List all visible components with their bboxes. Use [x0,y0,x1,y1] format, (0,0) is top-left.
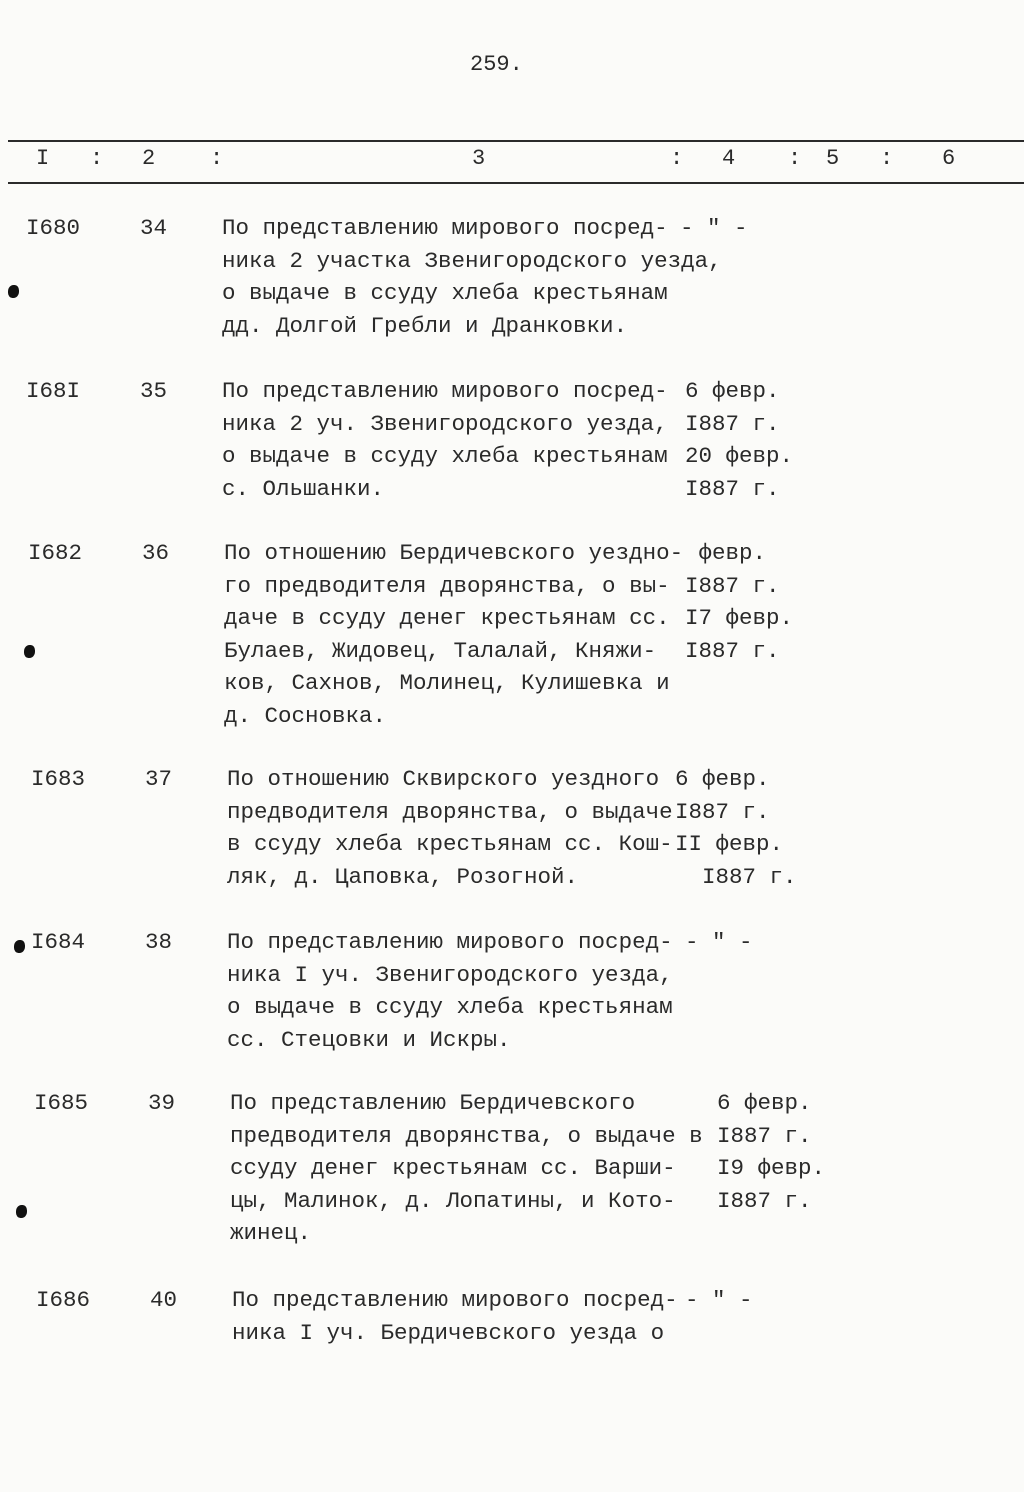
header-col-6: 6 [942,146,956,171]
header-sep: : [670,146,684,171]
description-line: го предводителя дворянства, о вы- [224,572,670,599]
description-line: с. Ольшанки. [222,475,385,502]
header-sep: : [210,146,224,171]
date-line: I7 февр. [685,605,794,631]
description-line: ника 2 участка Звенигородского уезда, [222,247,722,274]
sheet-number: 39 [148,1090,176,1116]
date-line: февр. [685,540,767,566]
date-line: 6 февр. [675,766,770,792]
date-line: 20 февр. [685,443,794,469]
header-sep: : [90,146,104,171]
date-line: I887 г. [675,798,770,825]
sheet-number: 40 [150,1287,178,1313]
date-line: I887 г. [685,572,780,599]
description-line: ника I уч. Звенигородского уезда, [227,961,673,988]
description-line: о выдаче в ссуду хлеба крестьянам [227,994,673,1020]
description-line: ков, Сахнов, Молинец, Кулишевка и [224,670,670,696]
page-number: 259. [470,52,523,77]
record-number: I685 [34,1090,89,1116]
description-line: По представлению мирового посред- [232,1287,678,1313]
sheet-number: 37 [145,766,173,792]
date-line: I887 г. [685,475,780,502]
description-line: Булаев, Жидовец, Талалай, Княжи- [224,637,657,664]
sheet-number: 38 [145,929,173,955]
description-line: о выдаче в ссуду хлеба крестьянам [222,443,668,469]
punch-mark [14,940,25,953]
description-line: По представлению мирового посред- [222,215,668,241]
sheet-number: 34 [140,215,168,241]
description-line: ника I уч. Бердичевского уезда о [232,1319,665,1346]
sheet-number: 35 [140,378,168,404]
description-line: жинец. [230,1220,312,1246]
header-sep: : [880,146,894,171]
record-number: I682 [28,540,83,566]
description-line: дд. Долгой Гребли и Дранковки. [222,312,628,339]
record-number: I683 [31,766,86,792]
description-line: ника 2 уч. Звенигородского уезда, [222,410,668,437]
date-line: II февр. [675,831,784,857]
description-line: сс. Стецовки и Искры. [227,1026,511,1053]
header-col-5: 5 [826,146,840,171]
punch-mark [24,645,35,658]
description-line: По отношению Сквирского уездного [227,766,660,792]
record-number: I684 [31,929,86,955]
description-line: предводителя дворянства, о выдаче в [230,1122,703,1149]
header-col-1: I [36,146,50,171]
date-line: I9 февр. [690,1155,826,1181]
date-line: - " - [680,215,748,241]
date-line: 6 февр. [685,378,780,404]
description-line: в ссуду хлеба крестьянам сс. Кош- [227,831,673,857]
header-col-4: 4 [722,146,736,171]
description-line: д. Сосновка. [224,702,387,729]
description-line: даче в ссуду денег крестьянам сс. [224,605,670,631]
date-line: I887 г. [690,1122,812,1149]
description-line: По отношению Бердичевского уездно- [224,540,684,566]
header-col-3: 3 [472,146,486,171]
date-line: 6 февр. [690,1090,812,1116]
header-col-2: 2 [142,146,156,171]
date-line: I887 г. [685,410,780,437]
description-line: ссуду денег крестьянам сс. Варши- [230,1155,676,1181]
header-top-rule [8,140,1024,142]
date-line: I887 г. [690,1187,812,1214]
date-line: I887 г. [685,637,780,664]
date-line: - " - [685,929,753,955]
date-line: - " - [685,1287,753,1313]
description-line: ляк, д. Цаповка, Розогной. [227,863,579,890]
sheet-number: 36 [142,540,170,566]
record-number: I686 [36,1287,91,1313]
header-bottom-rule [8,182,1024,184]
description-line: о выдаче в ссуду хлеба крестьянам [222,280,668,306]
punch-mark [16,1205,27,1218]
header-sep: : [788,146,802,171]
description-line: По представлению мирового посред- [222,378,668,404]
punch-mark [8,285,19,298]
description-line: По представлению Бердичевского [230,1090,636,1116]
record-number: I680 [26,215,81,241]
date-line: I887 г. [675,863,797,890]
description-line: предводителя дворянства, о выдаче [227,798,673,825]
description-line: цы, Малинок, д. Лопатины, и Кото- [230,1187,676,1214]
record-number: I68I [26,378,81,404]
description-line: По представлению мирового посред- [227,929,673,955]
